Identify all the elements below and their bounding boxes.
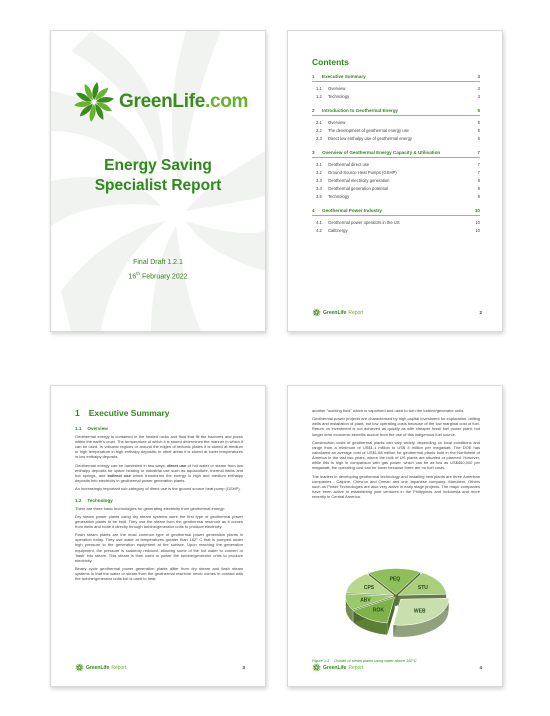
toc-item[interactable]: 3.2 Ground-Source Heat Pumps (GSHP) 7 <box>316 170 480 175</box>
subsection-heading: 1.1 Overview <box>75 426 108 431</box>
paragraph: Geothermal power projects are characterised by high capital investment for exploration, drilling wells and installation of plant, but low operating costs because of the low marginal cost of fuel. Return on investment is not achieved as quickly as with cheaper fossil fuel power plant, but longer term economic benefits accrue from the use of this indigenous fuel source. <box>312 416 480 437</box>
toc-item[interactable]: 3.4 Geothermal generation potential 9 <box>316 186 480 191</box>
toc-section-3[interactable]: 3 Overview of Geothermal Energy Capacity & Utilisation 7 <box>312 150 480 158</box>
executive-summary-page <box>50 385 266 687</box>
cover-title-line2: Specialist Report <box>94 177 222 194</box>
paragraph: another "working fluid" which is vaporised and used to turn the turbine/generator units. <box>312 408 465 413</box>
figure-caption: Figure 1.1 Growth of steam plants using water above 182°C <box>312 659 417 663</box>
greenlife-flower-icon <box>73 81 115 123</box>
toc-section-1[interactable]: 1 Executive Summary 3 <box>312 74 480 82</box>
page-footer <box>75 663 245 672</box>
paragraph: Flash steam plants are the most common type of geothermal power generation plants in operation today. They use water at temperatures greater than 182° C that is pumped under high pressure to the generation equipment at the surface. Upon reaching the generation equipment, the pressure is suddenly reduced, allowing some of the hot water to convert or 'flash' into steam. This steam is then used to power the turbine/generator units to produce electricity. <box>75 532 243 563</box>
footer-logo: GreenLife Report <box>75 663 126 672</box>
page-footer <box>312 663 482 672</box>
paragraph: There are three basic technologies for generating electricity from geothermal energy: <box>75 505 225 511</box>
page-number: 2 <box>479 310 482 315</box>
toc-item[interactable]: 4.2 CalEnergy 10 <box>316 228 480 233</box>
paragraph: Construction costs of geothermal plants can vary widely, depending on local conditions and range from a minimum of US$1.1 million to US$ 3 million per megawatt. The DOE has calculated an average cost of US$1.68 million for geothermal plants built in the Northwest of America in the last two years, where the bulk of US plants are situated or planned. However, while this is high in comparison with gas power, which can be as low as US$460,000 per megawatt, the operating cost can be lower because there are no fuel costs. <box>312 439 480 471</box>
pie-chart <box>308 548 480 658</box>
cover-logo <box>73 81 248 123</box>
toc-item[interactable]: 4.1 Geothermal power operators in the US 10 <box>316 220 480 225</box>
cover-date: 16th February 2022 <box>128 271 188 281</box>
toc-item[interactable]: 1.1 Overview 3 <box>316 86 480 91</box>
page4-content <box>312 408 480 502</box>
paragraph: Geothermal energy can be harvested in two ways, direct use of hot water or steam from low enthalpy deposits for space heating or industrial use such as aquaculture, thermal baths and hot springs, and indirect use which transforms the energy in high and medium enthalpy deposits into electricity in geothermal power generation plants. <box>75 462 244 483</box>
toc-item[interactable]: 3.3 Geothermal electricity generation 8 <box>316 178 480 183</box>
footer-logo: GreenLife Report <box>312 663 363 672</box>
cover-title <box>51 156 265 196</box>
toc-item[interactable]: 3.5 Technology 9 <box>316 194 480 199</box>
toc-section-4[interactable]: 4 Geothermal Power Industry 10 <box>312 208 480 216</box>
toc-item[interactable]: 1.2 Technology 3 <box>316 94 480 99</box>
section-heading: 1 Executive Summary <box>75 408 170 418</box>
pie-label: PEQ <box>389 576 401 583</box>
toc-item[interactable]: 2.2 The development of geothermal energy use 5 <box>316 128 480 133</box>
greenlife-flower-icon <box>312 308 321 317</box>
page-footer <box>312 308 482 317</box>
cover-subtitle <box>51 257 265 282</box>
contents-page <box>287 30 503 332</box>
greenlife-flower-icon <box>312 663 321 672</box>
pie-label: STU <box>417 584 428 591</box>
toc-list <box>312 74 480 235</box>
pie-label: CPS <box>363 584 375 591</box>
report-page-4 <box>287 385 503 687</box>
pie-label: ROK <box>372 607 385 614</box>
subsection-heading: 1.2 Technology <box>75 497 113 503</box>
toc-item[interactable]: 2.3 Direct low enthalpy use of geothermal energy 6 <box>316 136 480 141</box>
toc-item[interactable]: 3.1 Geothermal direct use 7 <box>316 162 480 167</box>
paragraph: An increasingly important sub-category of direct use is the ground source heat pump (GSHP). <box>75 486 241 492</box>
cover-logo-text: GreenLife.com <box>119 91 249 112</box>
page-number: 3 <box>242 665 245 670</box>
toc-item[interactable]: 2.1 Overview 5 <box>316 120 480 125</box>
page-number: 4 <box>479 665 482 670</box>
footer-logo: GreenLife Report <box>312 308 363 317</box>
draft-version: Final Draft 1.2.1 <box>133 259 183 266</box>
pie-label: ABV <box>360 597 371 604</box>
pie-label: WEB <box>413 608 426 615</box>
toc-title: Contents <box>312 57 349 67</box>
page3-content <box>75 426 243 584</box>
paragraph: Geothermal energy is contained in the heated rocks and fluid that fill the fractures and pores within the earth's crust. The temperature of which it is stored determines the manner in which it can be used. In volcanic regions or around the edges of tectonic plates it is stored at medium or high temperature in high enthalpy deposits; in other areas it is stored at lower temperatures in low enthalpy deposits. <box>75 434 243 460</box>
paragraph: Dry steam power plants using dry steam systems were the first type of geothermal power generation plants to be built. They use the steam from the geothermal reservoir as it comes from wells and route it directly through turbine/generator units to produce electricity. <box>75 513 243 529</box>
paragraph: Binary cycle geothermal power generation plants differ from dry steam and flash steam systems in that the water or steam from the geothermal reservoir never comes in contact with the turbine/generator units but is used to heat <box>75 566 243 582</box>
cover-page <box>50 30 266 332</box>
cover-title-line1: Energy Saving <box>104 157 212 174</box>
greenlife-flower-icon <box>75 663 84 672</box>
toc-section-2[interactable]: 2 Introduction to Geothermal Energy 5 <box>312 108 480 116</box>
paragraph: The leaders in developing geothermal technology and installing new plants are three American companies - Calpine, Chevron and Ormat; and one Japanese company- Marubeni. Others such as Power Technologies are also very active in early stage projects. The major companies have been active in establishing joint ventures in the Philippines and Indonesia and more recently in Central America. <box>312 473 480 499</box>
